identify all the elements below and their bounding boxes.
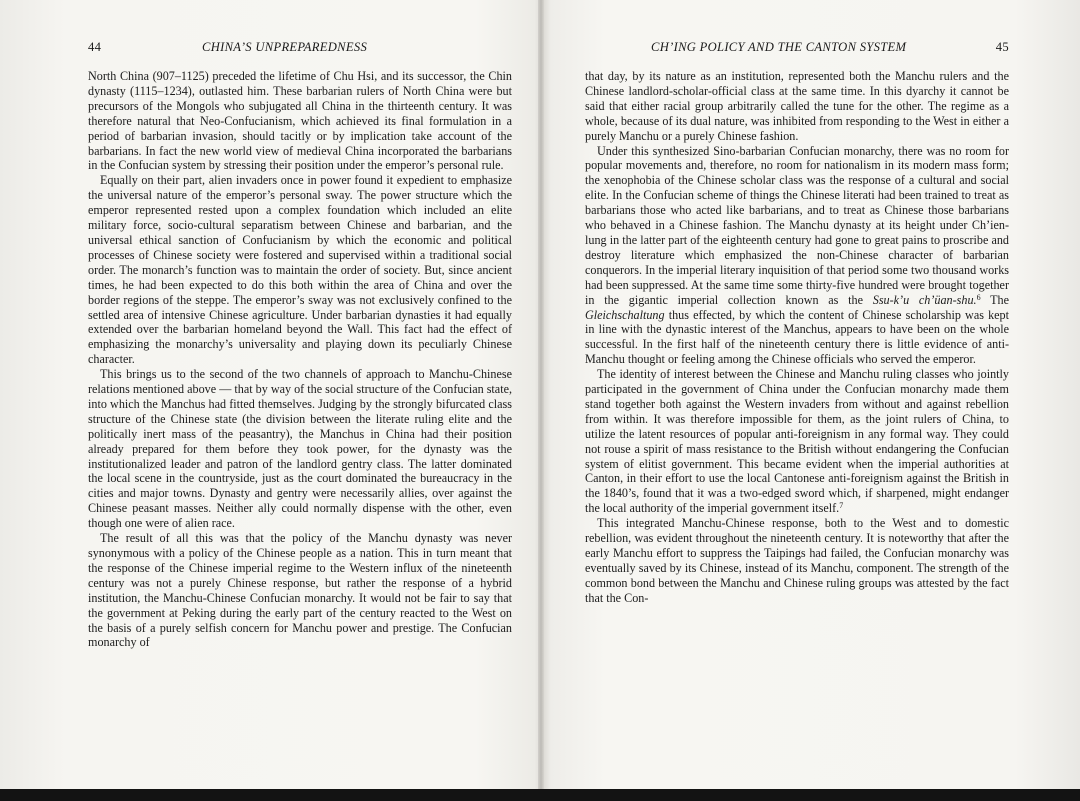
- right-running-head: [585, 36, 1009, 56]
- book-spine: [538, 0, 544, 790]
- paragraph-text: thus effected, by which the content of Chinese scholarship was kept in line with the dynastic interest of the Manchus, appears to have been on the whole successful. In the first half of the nineteenth century there is little evidence of anti-Manchu thought or feeling among the Chinese officials who served the emperor.: [585, 307, 1009, 367]
- left-paragraph-3: This brings us to the second of the two channels of approach to Manchu-Chinese relations mentioned above — that by way of the social structure of the Confucian state, into which the Manchus had fitted themselves. Judging by the strongly bifurcated class structure of the Chinese state (the division between the literate ruling elite and the politically inert mass of the peasantry), the Manchus in China had their position already prepared for them before they took power, for the dynasty was the institutionalized leader and patron of the landlord gentry class. The latter dominated the local scene in the countryside, just as the court dominated the bureaucracy in the cities and major towns. Dynasty and gentry were necessarily allies, over against the Chinese peasant masses. Neither ally could normally dispense with the other, even though one were of alien race.: [88, 367, 512, 531]
- left-paragraph-4: The result of all this was that the policy of the Manchu dynasty was never synonymous with a policy of the Chinese people as a nation. This in turn meant that the response of the Chinese imperial regime to the Western influx of the nineteenth century was not a purely Chinese response, but rather the response of a hybrid institution, the Manchu-Chinese Confucian monarchy. It would not be fair to say that the government at Peking during the early part of the century reacted to the West on the basis of a purely selfish concern for Manchu power and prestige. The Confucian monarchy of: [88, 531, 512, 650]
- left-page-number: 44: [88, 40, 102, 54]
- left-paragraph-1: North China (907–1125) preceded the lifetime of Chu Hsi, and its successor, the Chin dynasty (1115–1234), outlasted him. These barbarian rulers of North China were but precursors of the Mongols who subjugated all China in the thirteenth century. It was therefore natural that Neo-Confucianism, which achieved its final formulation in a period of barbarian invasion, should tacitly or by implication take account of the barbarians. In fact the new world view of medieval China incorporated the barbarians in the Confucian system by stressing their position under the emperor’s personal rule.: [88, 69, 512, 173]
- italic-term: Gleichschaltung: [585, 307, 665, 322]
- left-page-body: [88, 69, 512, 650]
- paragraph-text: The: [980, 292, 1009, 307]
- left-paragraph-2: Equally on their part, alien invaders once in power found it expedient to emphasize the universal nature of the emperor’s personal sway. The power structure which the emperor represented rested upon a complex foundation which included an elite military force, socio-cultural separatism between Chinese and barbarian, and the universal ethical sanction of Confucianism by which the economic and political processes of Chinese society were fostered and supervised within a traditional social order. The monarch’s function was to maintain the order of society. But, since ancient times, he had been expected to do this both within the area of China and over the border regions of the steppe. The emperor’s sway was not exclusively confined to the settled area of intensive Chinese agriculture. Under barbarian dynasties it had equally extended over the barbarian homeland beyond the Wall. This fact had the effect of emphasizing the monarchy’s universality and playing down its peculiarly Chinese character.: [88, 173, 512, 367]
- footnote-marker: 7: [839, 501, 844, 511]
- right-paragraph-3: [585, 367, 1009, 516]
- left-page: [88, 36, 512, 650]
- right-page-body: [585, 69, 1009, 606]
- footnote-marker: 6: [976, 292, 981, 302]
- paragraph-text: The identity of interest between the Chinese and Manchu ruling classes who jointly participated in the government of China under the Confucian monarchy made them stand together both against the Western invaders from without and against rebellion from within. It was therefore impossible for them, as the joint rulers of China, to utilize the latent resources of popular anti-foreignism in any formal way. They could not rouse a spirit of mass resistance to the British without endangering the Confucian system of elitist government. This became evident when the imperial authorities at Canton, in their effort to use the local Cantonese anti-foreignism against the British in the 1840’s, found that it was a two-edged sword which, if sharpened, might endanger the local authority of the imperial government itself.: [585, 367, 1009, 516]
- right-paragraph-4: This integrated Manchu-Chinese response, both to the West and to domestic rebellion, was evident throughout the nineteenth century. It is noteworthy that after the early Manchu effort to suppress the Taipings had failed, the Confucian monarchy was eventually saved by its Chinese, instead of its Manchu, component. The strength of the common bond between the Manchu and Chinese ruling groups was attested by the fact that the Con-: [585, 516, 1009, 605]
- scan-bottom-edge: [0, 789, 1080, 801]
- left-running-head: [88, 36, 512, 56]
- right-page: [585, 36, 1009, 606]
- left-running-title: CHINA’S UNPREPAREDNESS: [202, 40, 368, 54]
- italic-title: Ssu-k’u ch’üan-shu.: [872, 292, 977, 307]
- right-paragraph-1: that day, by its nature as an institution, represented both the Manchu rulers and the Chinese landlord-scholar-official class at the same time. In this dyarchy it cannot be said that either racial group arbitrarily called the tune for the other. The regime as a whole, because of its dual nature, was inhibited from responding to the West in either a purely Manchu or a purely Chinese fashion.: [585, 69, 1009, 143]
- right-running-title: CH’ING POLICY AND THE CANTON SYSTEM: [651, 40, 907, 54]
- right-page-number: 45: [995, 40, 1009, 54]
- paragraph-text: Under this synthesized Sino-barbarian Confucian monarchy, there was no room for popular movements and, therefore, no room for nationalism in its modern mass form; the xenophobia of the Chinese scholar class was the response of a cultural and social elite. In the Confucian scheme of things the Chinese literati had been trained to treat as barbarians those who acted like barbarians, and to treat as Chinese those barbarians who behaved in a Chinese fashion. The Manchu dynasty at its height under Ch’ien-lung in the latter part of the eighteenth century had gone to great pains to proscribe and destroy literature which emphasized the non-Chinese character of barbarian conquerors. In the imperial literary inquisition of that period some two thousand works had been suppressed. At the same time some thirty-five hundred were brought together in the gigantic imperial collection known as the: [585, 143, 1009, 307]
- right-paragraph-2: [585, 144, 1009, 368]
